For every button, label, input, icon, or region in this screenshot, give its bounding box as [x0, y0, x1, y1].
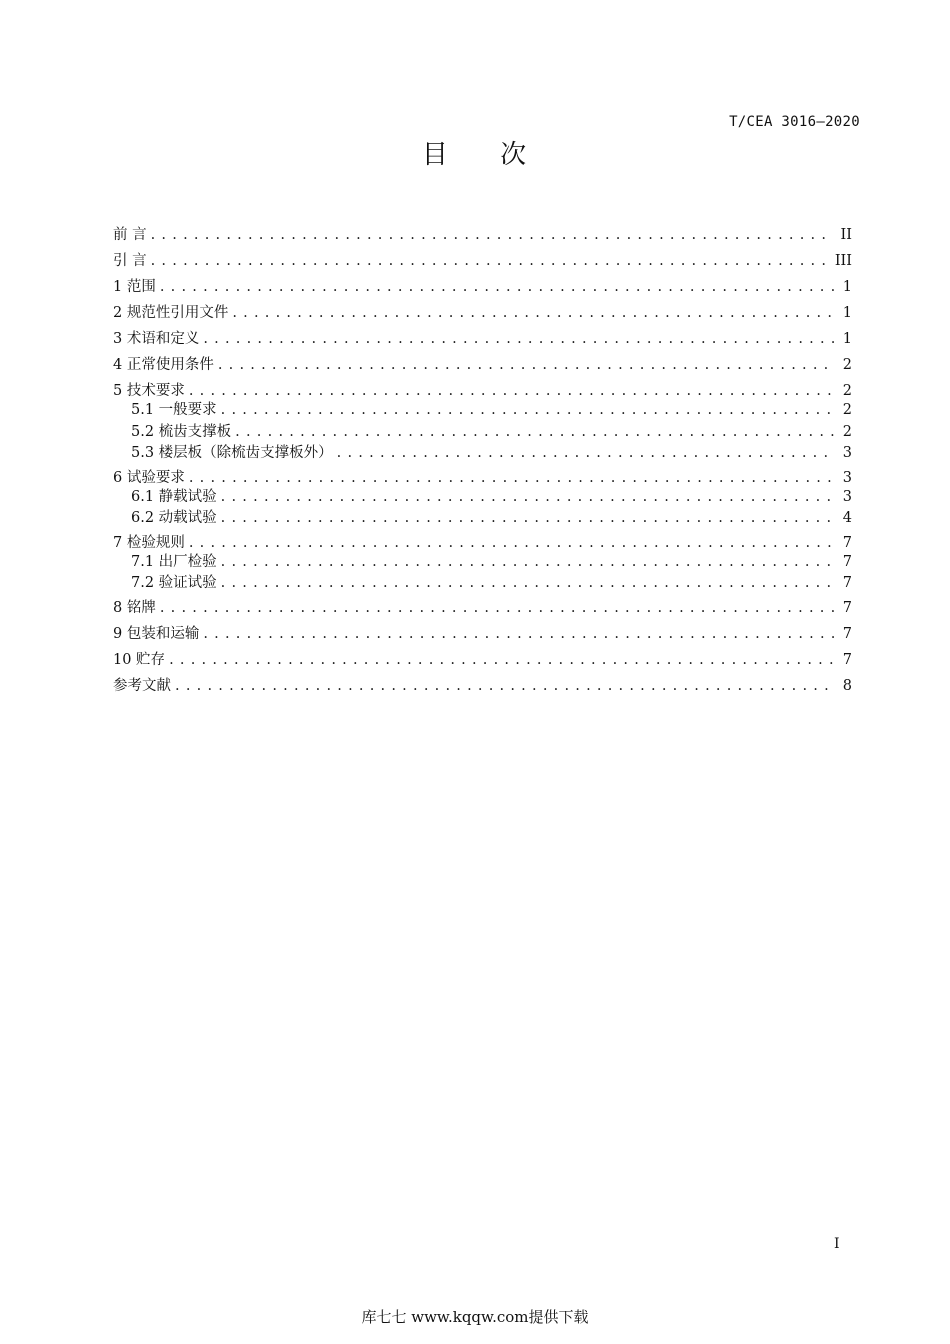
- toc-entry-label: 5.2 梳齿支撑板: [131, 423, 232, 440]
- toc-entry-label: 10 贮存: [113, 651, 166, 668]
- toc-entry-label: 7.2 验证试验: [131, 575, 217, 591]
- toc-entry-page: III: [834, 253, 852, 269]
- toc-entry-label: 8 铭牌: [113, 599, 156, 616]
- toc-entry-page: 2: [842, 402, 852, 418]
- toc-entry-page: 3: [842, 469, 852, 486]
- toc-entry-page: 1: [842, 331, 852, 347]
- toc-entry-page: 7: [842, 625, 852, 642]
- toc-leader-dots: [221, 508, 834, 530]
- toc-entry-page: 7: [842, 553, 852, 570]
- standard-code: T/CEA 3016—2020: [729, 114, 860, 130]
- toc-leader-dots: [337, 443, 834, 465]
- toc-leader-dots: [221, 573, 834, 595]
- toc-entry-label: 5.1 一般要求: [131, 402, 217, 418]
- toc-entry-label: 4 正常使用条件: [113, 357, 214, 373]
- toc-entry-label: 参考文献: [113, 677, 171, 694]
- toc-entry-introduction[interactable]: [113, 248, 852, 274]
- toc-entry-references[interactable]: [113, 673, 852, 699]
- page-number: I: [834, 1236, 840, 1252]
- toc-entry-page: 8: [842, 677, 852, 694]
- toc-entry-page: 3: [842, 445, 852, 461]
- toc-leader-dots: [221, 400, 834, 422]
- toc-entry-page: 1: [842, 305, 852, 321]
- toc-entry-8[interactable]: [113, 595, 852, 621]
- toc-entry-page: 7: [842, 651, 852, 668]
- toc-entry-page: 2: [842, 357, 852, 373]
- toc-entry-label: 9 包装和运输: [113, 625, 200, 642]
- toc-entry-9[interactable]: [113, 621, 852, 647]
- toc-entry-4[interactable]: [113, 352, 852, 378]
- table-of-contents: [113, 222, 852, 699]
- toc-entry-label: 2 规范性引用文件: [113, 305, 229, 321]
- toc-leader-dots: [160, 274, 834, 300]
- toc-leader-dots: [169, 647, 834, 673]
- toc-entry-foreword[interactable]: [113, 222, 852, 248]
- toc-entry-label: 7 检验规则: [113, 534, 185, 551]
- page-title: 目 次: [421, 140, 529, 170]
- toc-leader-dots: [160, 595, 834, 621]
- toc-leader-dots: [221, 487, 834, 509]
- toc-leader-dots: [175, 673, 834, 699]
- toc-entry-label: 1 范围: [113, 279, 156, 295]
- toc-entry-page: 7: [842, 575, 852, 591]
- toc-leader-dots: [221, 552, 834, 574]
- toc-entry-label: 6 试验要求: [113, 469, 185, 486]
- toc-entry-page: 1: [842, 279, 852, 295]
- toc-entry-label: 3 术语和定义: [113, 331, 200, 347]
- toc-leader-dots: [151, 248, 827, 274]
- toc-entry-10[interactable]: [113, 647, 852, 673]
- toc-entry-page: 2: [842, 423, 852, 440]
- toc-leader-dots: [218, 352, 834, 378]
- toc-entry-2[interactable]: [113, 300, 852, 326]
- toc-entry-1[interactable]: [113, 274, 852, 300]
- toc-entry-label: 6.2 动载试验: [131, 510, 217, 526]
- toc-entry-page: II: [840, 227, 852, 243]
- toc-leader-dots: [203, 621, 834, 647]
- toc-entry-6-2[interactable]: [113, 508, 852, 530]
- toc-entry-page: 2: [842, 383, 852, 399]
- toc-entry-label: 7.1 出厂检验: [131, 553, 217, 570]
- toc-leader-dots: [151, 222, 833, 248]
- toc-entry-page: 3: [842, 488, 852, 505]
- toc-leader-dots: [203, 326, 834, 352]
- toc-entry-6-1[interactable]: [113, 487, 852, 509]
- toc-entry-label: 6.1 静载试验: [131, 488, 217, 505]
- toc-entry-5-3[interactable]: [113, 443, 852, 465]
- toc-entry-7-1[interactable]: [113, 552, 852, 574]
- download-footer: 库七七 www.kqqw.com提供下载: [361, 1308, 589, 1326]
- toc-entry-5-1[interactable]: [113, 400, 852, 422]
- toc-entry-label: 5 技术要求: [113, 383, 185, 399]
- toc-entry-label: 5.3 楼层板（除梳齿支撑板外）: [131, 445, 333, 461]
- toc-entry-page: 4: [842, 510, 852, 526]
- toc-entry-page: 7: [842, 534, 852, 551]
- toc-entry-label: 前 言: [113, 227, 147, 243]
- toc-leader-dots: [235, 422, 834, 444]
- toc-entry-page: 7: [842, 599, 852, 616]
- toc-entry-3[interactable]: [113, 326, 852, 352]
- toc-entry-5-2[interactable]: [113, 422, 852, 444]
- toc-entry-label: 引 言: [113, 253, 147, 269]
- toc-leader-dots: [232, 300, 834, 326]
- toc-entry-7-2[interactable]: [113, 573, 852, 595]
